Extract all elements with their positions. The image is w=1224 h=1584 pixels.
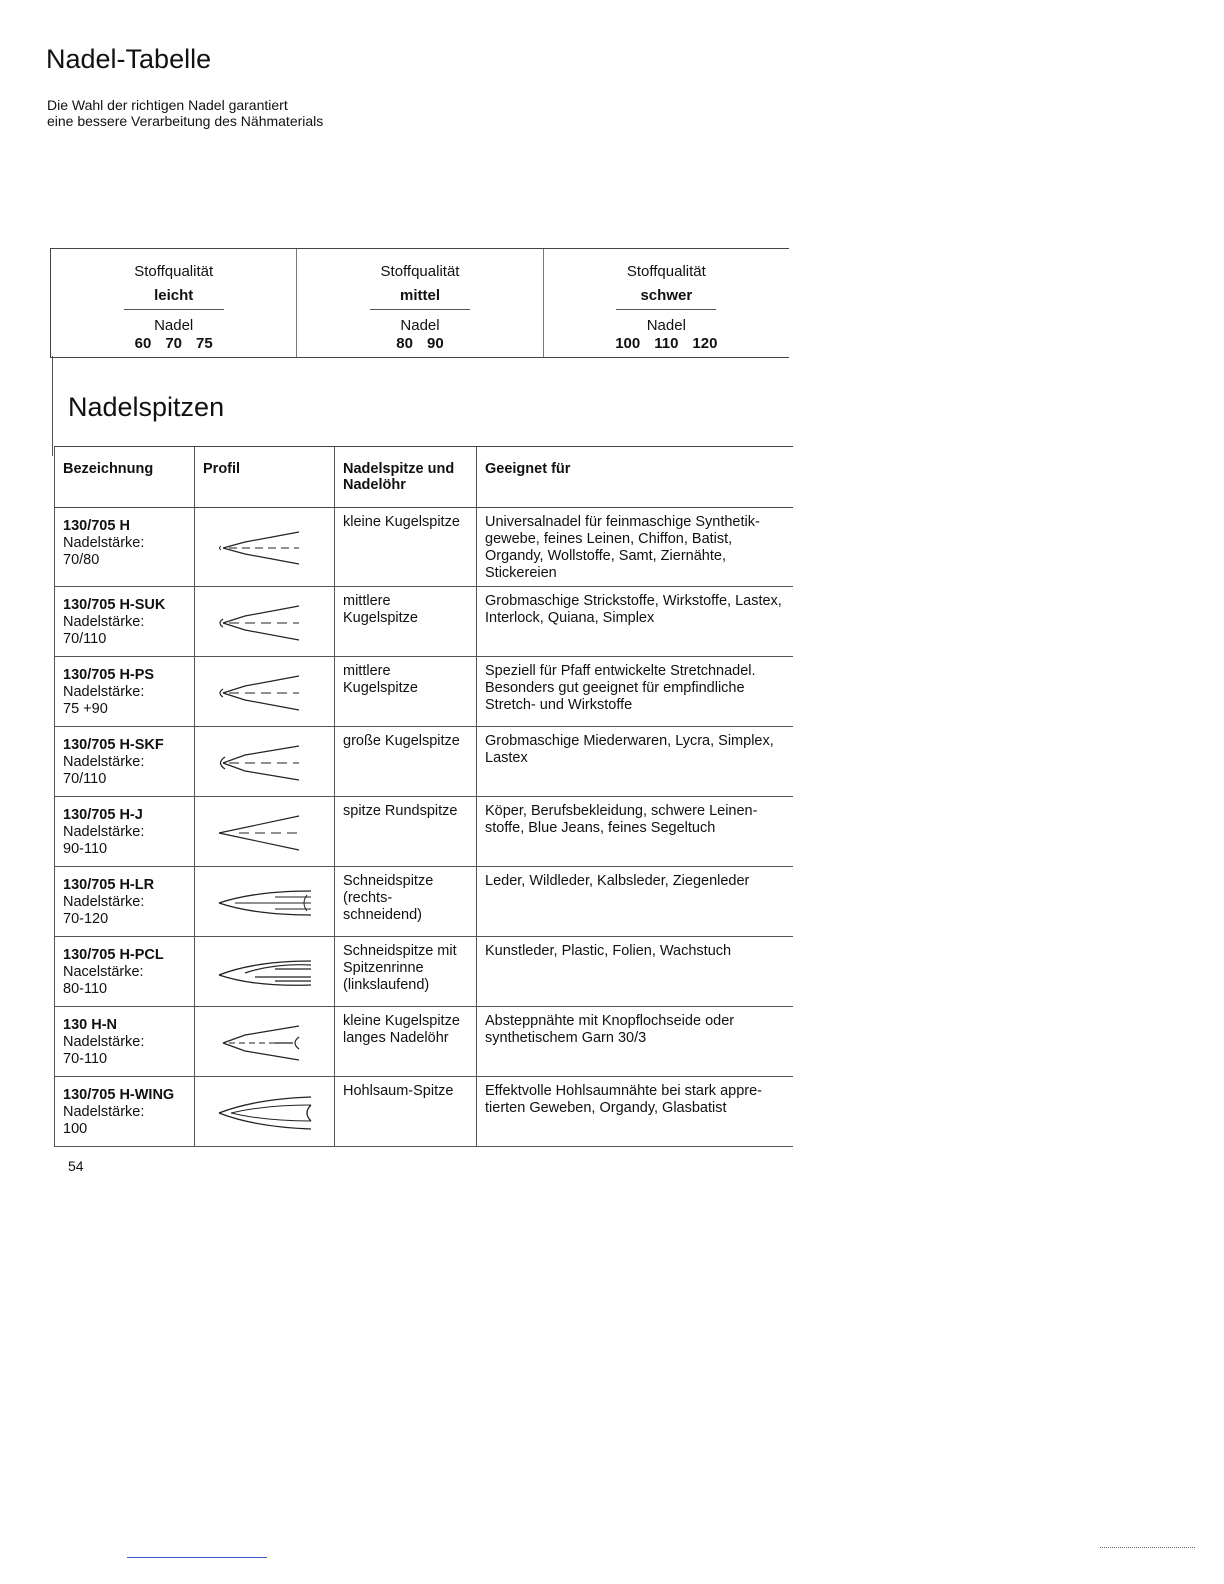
suitable-for-cell: Leder, Wildleder, Kalbsleder, Ziegenleder (477, 867, 793, 937)
needle-designation-cell (55, 1077, 195, 1147)
needle-code: 130/705 H-WING (63, 1087, 175, 1103)
strength-label: Nadelstärke: (63, 754, 145, 770)
needle-designation-cell (55, 867, 195, 937)
needle-code: 130/705 H-J (63, 807, 143, 823)
strength-label: Nacelstärke: (63, 964, 144, 980)
strength-value: 70/110 (63, 771, 107, 787)
table-row (55, 587, 793, 657)
needle-sizes (544, 335, 789, 352)
table-header-row (55, 447, 793, 508)
section-title: Nadelspitzen (68, 392, 225, 422)
strength-value: 70/110 (63, 631, 107, 647)
profile-cell (195, 727, 335, 797)
needle-code: 130/705 H-PS (63, 667, 155, 683)
table-row (55, 937, 793, 1007)
strength-label: Nadelstärke: (63, 894, 145, 910)
suitable-for-cell: Speziell für Pfaff entwickelte Stretchnadel. Besonders gut geeignet für empfindliche Stretch- und Wirkstoffe (477, 657, 793, 727)
needle-size: 90 (426, 335, 444, 352)
profile-cell (195, 1077, 335, 1147)
suitable-for-cell: Absteppnähte mit Knopflochseide oder synthetischem Garn 30/3 (477, 1007, 793, 1077)
needle-designation-cell (55, 508, 195, 587)
ball-point-small-icon (215, 528, 315, 568)
profile-cell (195, 867, 335, 937)
needle-size: 75 (196, 335, 213, 352)
strength-value: 90-110 (63, 841, 108, 857)
divider (124, 309, 224, 310)
point-type-cell: spitze Rundspitze (335, 797, 477, 867)
header-profile: Profil (195, 447, 335, 508)
profile-cell (195, 937, 335, 1007)
needle-label: Nadel (400, 317, 440, 334)
point-type-cell: kleine Kugelspitze (335, 508, 477, 587)
needle-size: 80 (396, 335, 413, 352)
table-row (55, 727, 793, 797)
sharp-point-icon (215, 813, 315, 853)
divider (616, 309, 716, 310)
needle-code: 130 H-N (63, 1017, 117, 1033)
needle-size: 110 (654, 335, 679, 352)
divider (52, 356, 53, 456)
suitable-for-cell: Köper, Berufsbekleidung, schwere Leinen-stoffe, Blue Jeans, feines Segeltuch (477, 797, 793, 867)
needle-sizes (297, 335, 542, 352)
point-type-cell: mittlere Kugelspitze (335, 587, 477, 657)
point-type-cell: kleine Kugelspitze langes Nadelöhr (335, 1007, 477, 1077)
needle-designation-cell (55, 797, 195, 867)
suitable-for-cell: Universalnadel für feinmaschige Synthetik-gewebe, feines Leinen, Chiffon, Batist, Organdy, Wollstoffe, Samt, Ziernähte, Stickereien (477, 508, 793, 587)
strength-value: 70-120 (63, 911, 109, 927)
strength-value: 70/80 (63, 552, 100, 568)
ball-point-large-icon (215, 743, 315, 783)
profile-cell (195, 508, 335, 587)
page-subtitle (47, 97, 323, 129)
subtitle-line: Die Wahl der richtigen Nadel garantiert (47, 97, 288, 113)
profile-cell (195, 1007, 335, 1077)
strength-label: Nadelstärke: (63, 1034, 145, 1050)
table-row (55, 867, 793, 937)
needle-code: 130/705 H-PCL (63, 947, 164, 963)
needle-designation-cell (55, 587, 195, 657)
table-row (55, 1077, 793, 1147)
point-type-cell: mittlere Kugelspitze (335, 657, 477, 727)
strength-label: Nadelstärke: (63, 1104, 145, 1120)
needle-points-table (54, 446, 793, 1147)
quality-weight: mittel (399, 287, 440, 304)
strength-label: Nadelstärke: (63, 824, 145, 840)
divider (127, 1557, 267, 1558)
wing-point-icon (215, 1093, 315, 1133)
needle-sizes (51, 335, 296, 352)
point-type-cell: Hohlsaum-Spitze (335, 1077, 477, 1147)
suitable-for-cell: Grobmaschige Miederwaren, Lycra, Simplex, Lastex (477, 727, 793, 797)
point-type-cell: Schneidspitze mit Spitzenrinne (linkslaufend) (335, 937, 477, 1007)
needle-code: 130/705 H-LR (63, 877, 155, 893)
strength-value: 70-110 (63, 1051, 108, 1067)
suitable-for-cell: Effektvolle Hohlsaumnähte bei stark appre-tierten Geweben, Organdy, Glasbatist (477, 1077, 793, 1147)
needle-size: 100 (615, 335, 641, 352)
profile-cell (195, 657, 335, 727)
needle-code: 130/705 H-SUK (63, 597, 166, 613)
needle-size: 70 (165, 335, 182, 352)
needle-designation-cell (55, 1007, 195, 1077)
table-row (55, 797, 793, 867)
quality-label: Stoffqualität (380, 263, 460, 280)
strength-value: 75 +90 (63, 701, 108, 717)
quality-column-medium (297, 249, 543, 357)
profile-cell (195, 797, 335, 867)
needle-size: 120 (692, 335, 718, 352)
cutting-point-icon (215, 883, 315, 923)
page-title: Nadel-Tabelle (46, 44, 212, 74)
needle-label: Nadel (646, 317, 686, 334)
quality-label: Stoffqualität (626, 263, 706, 280)
needle-label: Nadel (154, 317, 194, 334)
point-type-cell: große Kugelspitze (335, 727, 477, 797)
strength-label: Nadelstärke: (63, 684, 145, 700)
point-type-cell: Schneidspitze (rechts-schneidend) (335, 867, 477, 937)
needle-code: 130/705 H-SKF (63, 737, 164, 753)
long-eye-point-icon (215, 1023, 315, 1063)
header-suitable: Geeignet für (477, 447, 793, 508)
strength-label: Nadelstärke: (63, 535, 145, 551)
needle-code: 130/705 H (63, 518, 130, 534)
strength-value: 100 (63, 1121, 88, 1137)
quality-weight: schwer (640, 287, 693, 304)
header-point: Nadelspitze und Nadelöhr (335, 447, 477, 508)
needle-designation-cell (55, 727, 195, 797)
divider (1100, 1547, 1195, 1548)
page-number: 54 (68, 1158, 84, 1174)
suitable-for-cell: Kunstleder, Plastic, Folien, Wachstuch (477, 937, 793, 1007)
cutting-point-groove-icon (215, 953, 315, 993)
table-row (55, 508, 793, 587)
strength-value: 80-110 (63, 981, 108, 997)
quality-label: Stoffqualität (134, 263, 214, 280)
strength-label: Nadelstärke: (63, 614, 145, 630)
profile-cell (195, 587, 335, 657)
table-row (55, 1007, 793, 1077)
header-designation: Bezeichnung (55, 447, 195, 508)
quality-column-light (51, 249, 297, 357)
needle-size: 60 (134, 335, 152, 352)
ball-point-medium-icon (215, 673, 315, 713)
ball-point-medium-icon (215, 603, 315, 643)
subtitle-line: eine bessere Verarbeitung des Nähmaterials (47, 113, 324, 129)
divider (370, 309, 470, 310)
quality-column-heavy (544, 249, 789, 357)
suitable-for-cell: Grobmaschige Strickstoffe, Wirkstoffe, Lastex, Interlock, Quiana, Simplex (477, 587, 793, 657)
quality-weight: leicht (154, 287, 194, 304)
needle-designation-cell (55, 937, 195, 1007)
table-row (55, 657, 793, 727)
fabric-quality-table (50, 248, 789, 358)
needle-designation-cell (55, 657, 195, 727)
